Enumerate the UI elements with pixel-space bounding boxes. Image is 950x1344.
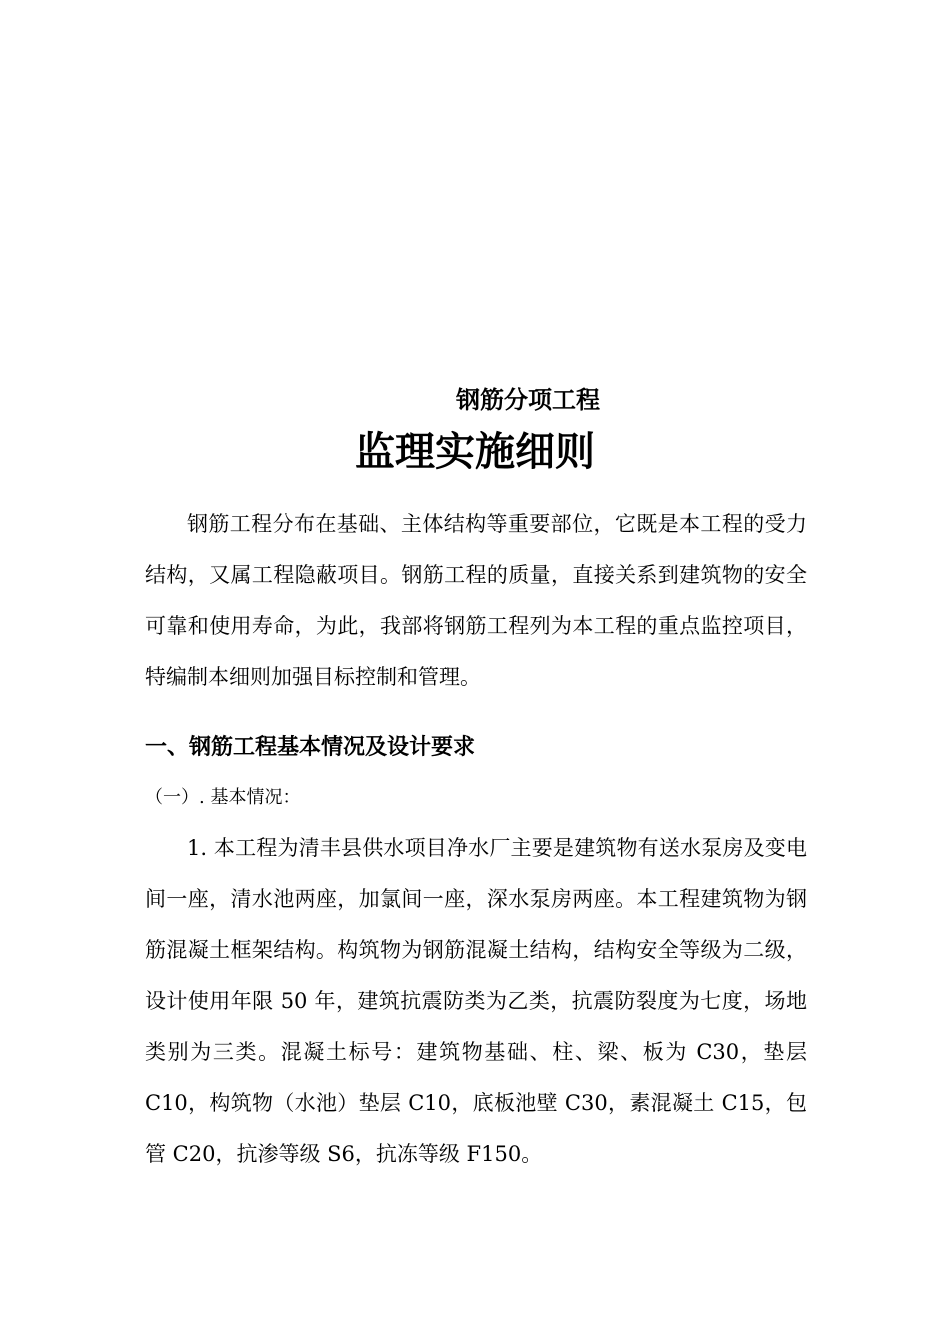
subsection-heading: （一）. 基本情况： (145, 787, 301, 808)
body-paragraph: 1. 本工程为清丰县供水项目净水厂主要是建筑物有送水泵房及变电间一座，清水池两座，加氯间一座，深水泵房两座。本工程建筑物为钢筋混凝土框架结构。构筑物为钢筋混凝土结构，结构安全等级为二级，设计使用年限 50 年，建筑抗震防类为乙类，抗震防裂度为七度，场地类别为三类。混凝土标号：建筑物基础、柱、梁、板为 C30，垫层 C10，构筑物（水池）垫层 C10，底板池壁 C30，素混凝土 C15，包管 C20，抗渗等级 S6，抗冻等级 F150。 (145, 836, 807, 1166)
intro-paragraph: 钢筋工程分布在基础、主体结构等重要部位，它既是本工程的受力结构，又属工程隐蔽项目。钢筋工程的质量，直接关系到建筑物的安全可靠和使用寿命，为此，我部将钢筋工程列为本工程的重点监控项目，特编制本细则加强目标控制和管理。 (145, 512, 807, 689)
document-title: 监理实施细则 (355, 429, 595, 475)
section-heading: 一、钢筋工程基本情况及设计要求 (145, 735, 476, 760)
document-subtitle: 钢筋分项工程 (456, 386, 600, 414)
